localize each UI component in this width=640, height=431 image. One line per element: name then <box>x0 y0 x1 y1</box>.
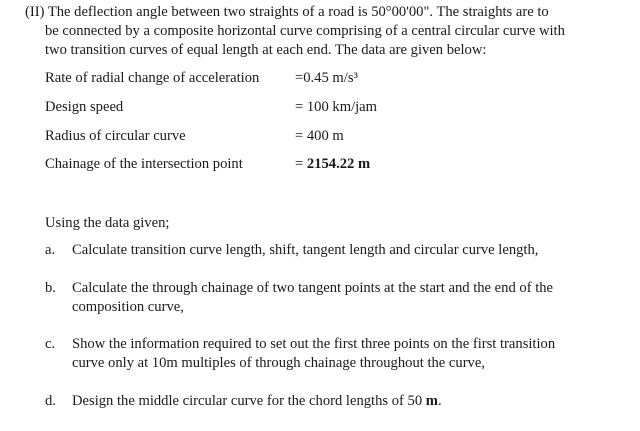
item-marker: a. <box>45 242 56 258</box>
item-text <box>72 241 538 260</box>
intro-line-1: (II) The deflection angle between two straights of a road is 50°00'00". The straights are to <box>25 4 549 20</box>
data-label: Design speed <box>45 99 124 115</box>
item-text-bold: m <box>425 393 438 409</box>
data-value-bold: 2154.22 m <box>306 156 371 172</box>
data-value: = 100 km/jam <box>295 99 378 115</box>
item-marker: d. <box>45 393 56 409</box>
item-text-suffix: . <box>437 393 442 409</box>
data-label: Radius of circular curve <box>45 128 186 144</box>
data-value <box>295 155 370 173</box>
data-value: =0.45 m/s³ <box>295 70 358 86</box>
item-text-line: composition curve, <box>72 298 184 315</box>
item-text-line: curve only at 10m multiples of through chainage throughout the curve, <box>72 354 485 371</box>
data-label: Chainage of the intersection point <box>45 156 243 172</box>
item-marker: c. <box>45 336 56 352</box>
data-row-chainage <box>45 155 445 173</box>
data-value-prefix: = <box>295 156 307 172</box>
item-text <box>72 392 442 411</box>
intro-line-2: be connected by a composite horizontal curve comprising of a central circular curve with <box>45 23 565 39</box>
using-data-heading: Using the data given; <box>45 215 170 231</box>
item-marker: b. <box>45 280 56 296</box>
item-text-prefix: Design the middle circular curve for the chord lengths of 50 <box>72 393 426 409</box>
data-row-design-speed <box>45 98 445 116</box>
data-value: = 400 m <box>295 128 344 144</box>
data-label: Rate of radial change of acceleration <box>45 70 260 86</box>
data-row-radius <box>45 127 445 145</box>
item-text-line: Calculate transition curve length, shift, tangent length and circular curve length, <box>72 242 539 258</box>
item-text-line: Show the information required to set out the first three points on the first transition <box>72 336 556 352</box>
intro-line-3: two transition curves of equal length at each end. The data are given below: <box>45 42 487 58</box>
item-text <box>72 335 555 372</box>
item-text <box>72 279 553 316</box>
item-text-line: Calculate the through chainage of two tangent points at the start and the end of the <box>72 280 554 296</box>
data-row-rate-of-change <box>45 69 445 87</box>
